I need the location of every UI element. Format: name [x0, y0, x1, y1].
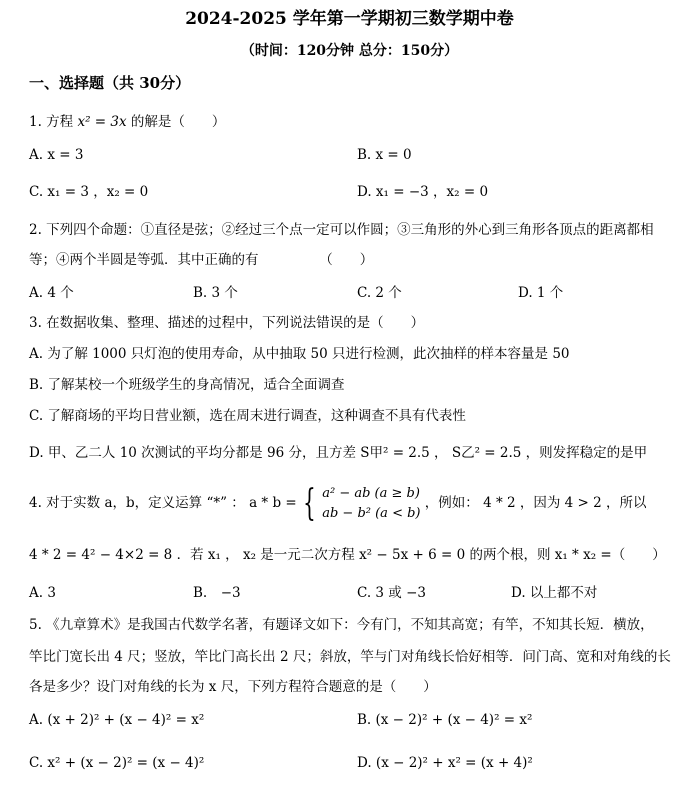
question-4-line2: 4 * 2 = 4² − 4×2 = 8 ．若 x₁ ， x₂ 是一元二次方程 x² − 5x + 6 = 0 的两个根，则 x₁ * x₂ =（ ） [29, 547, 666, 563]
q4-case-2: ab − b² (a < b) [322, 505, 421, 521]
question-5-stem-line3: 各是多少？设门对角线的长为 x 尺，下列方程符合题意的是（ ） [29, 679, 437, 695]
left-brace: { [303, 482, 316, 524]
q3-option-b: B. 了解某校一个班级学生的身高情况，适合全面调查 [29, 377, 345, 393]
q1-stem-suffix: 的解是（ ） [130, 114, 226, 130]
question-5-stem-line2: 竿比门宽长出 4 尺；竖放，竿比门高长出 2 尺；斜放，竿与门对角线长恰好相等．问门高、宽和对角线的长 [29, 649, 671, 665]
question-2-stem-line2: 等；④两个半圆是等弧．其中正确的有 （ ） [29, 252, 374, 268]
q1-equation: x² = 3x [77, 114, 127, 130]
q2-option-d: D. 1 个 [518, 285, 564, 301]
q3-option-a: A. 为了解 1000 只灯泡的使用寿命，从中抽取 50 只进行检测，此次抽样的样本容量是 50 [29, 346, 570, 362]
q4-option-d: D. 以上都不对 [511, 585, 598, 601]
q4-case-1: a² − ab (a ≥ b) [322, 485, 420, 501]
q4-option-b: B. −3 [193, 585, 241, 601]
exam-title: 2024-2025 学年第一学期初三数学期中卷 [185, 9, 514, 29]
q4-piecewise [322, 484, 420, 524]
q5-option-a: A. (x + 2)² + (x − 4)² = x² [29, 712, 205, 728]
question-5-stem-line1: 5. 《九章算术》是我国古代数学名著，有题译文如下：今有门，不知其高宽；有竿，不知其长短．横放， [29, 617, 654, 633]
q2-option-c: C. 2 个 [357, 285, 402, 301]
q2-option-a: A. 4 个 [29, 285, 74, 301]
q1-stem-prefix: 1. 方程 [29, 114, 74, 130]
question-4-stem [29, 481, 647, 525]
question-2-stem-line1: 2. 下列四个命题：①直径是弦；②经过三个点一定可以作圆；③三角形的外心到三角形各顶点的距离都相 [29, 222, 654, 238]
q3-option-d: D. 甲、乙二人 10 次测试的平均分都是 96 分，且方差 S甲² = 2.5 ， S乙² = 2.5 ，则发挥稳定的是甲 [29, 445, 648, 461]
q4-stem-prefix: 4. 对于实数 a，b，定义运算 “*” ： a * b = [29, 495, 297, 511]
q5-option-d: D. (x − 2)² + x² = (x + 4)² [357, 755, 533, 771]
q3-option-c: C. 了解商场的平均日营业额，选在周末进行调查，这种调查不具有代表性 [29, 408, 466, 424]
q1-option-c: C. x₁ = 3 ，x₂ = 0 [29, 184, 149, 200]
q5-option-b: B. (x − 2)² + (x − 4)² = x² [357, 712, 533, 728]
q4-option-c: C. 3 或 −3 [357, 585, 427, 601]
section-heading: 一、选择题（共 30分） [29, 74, 191, 92]
q2-option-b: B. 3 个 [193, 285, 238, 301]
q4-option-a: A. 3 [29, 585, 56, 601]
question-3-stem: 3. 在数据收集、整理、描述的过程中，下列说法错误的是（ ） [29, 315, 425, 331]
q1-option-b: B. x = 0 [357, 147, 412, 163]
question-1-stem [29, 113, 225, 131]
q4-stem-suffix: ，例如： 4 * 2 ，因为 4 > 2 ，所以 [424, 495, 647, 511]
exam-subtitle: （时间：120分钟 总分：150分） [240, 43, 459, 59]
q1-option-a: A. x = 3 [29, 147, 84, 163]
q5-option-c: C. x² + (x − 2)² = (x − 4)² [29, 755, 205, 771]
q1-option-d: D. x₁ = −3 ，x₂ = 0 [357, 184, 489, 200]
